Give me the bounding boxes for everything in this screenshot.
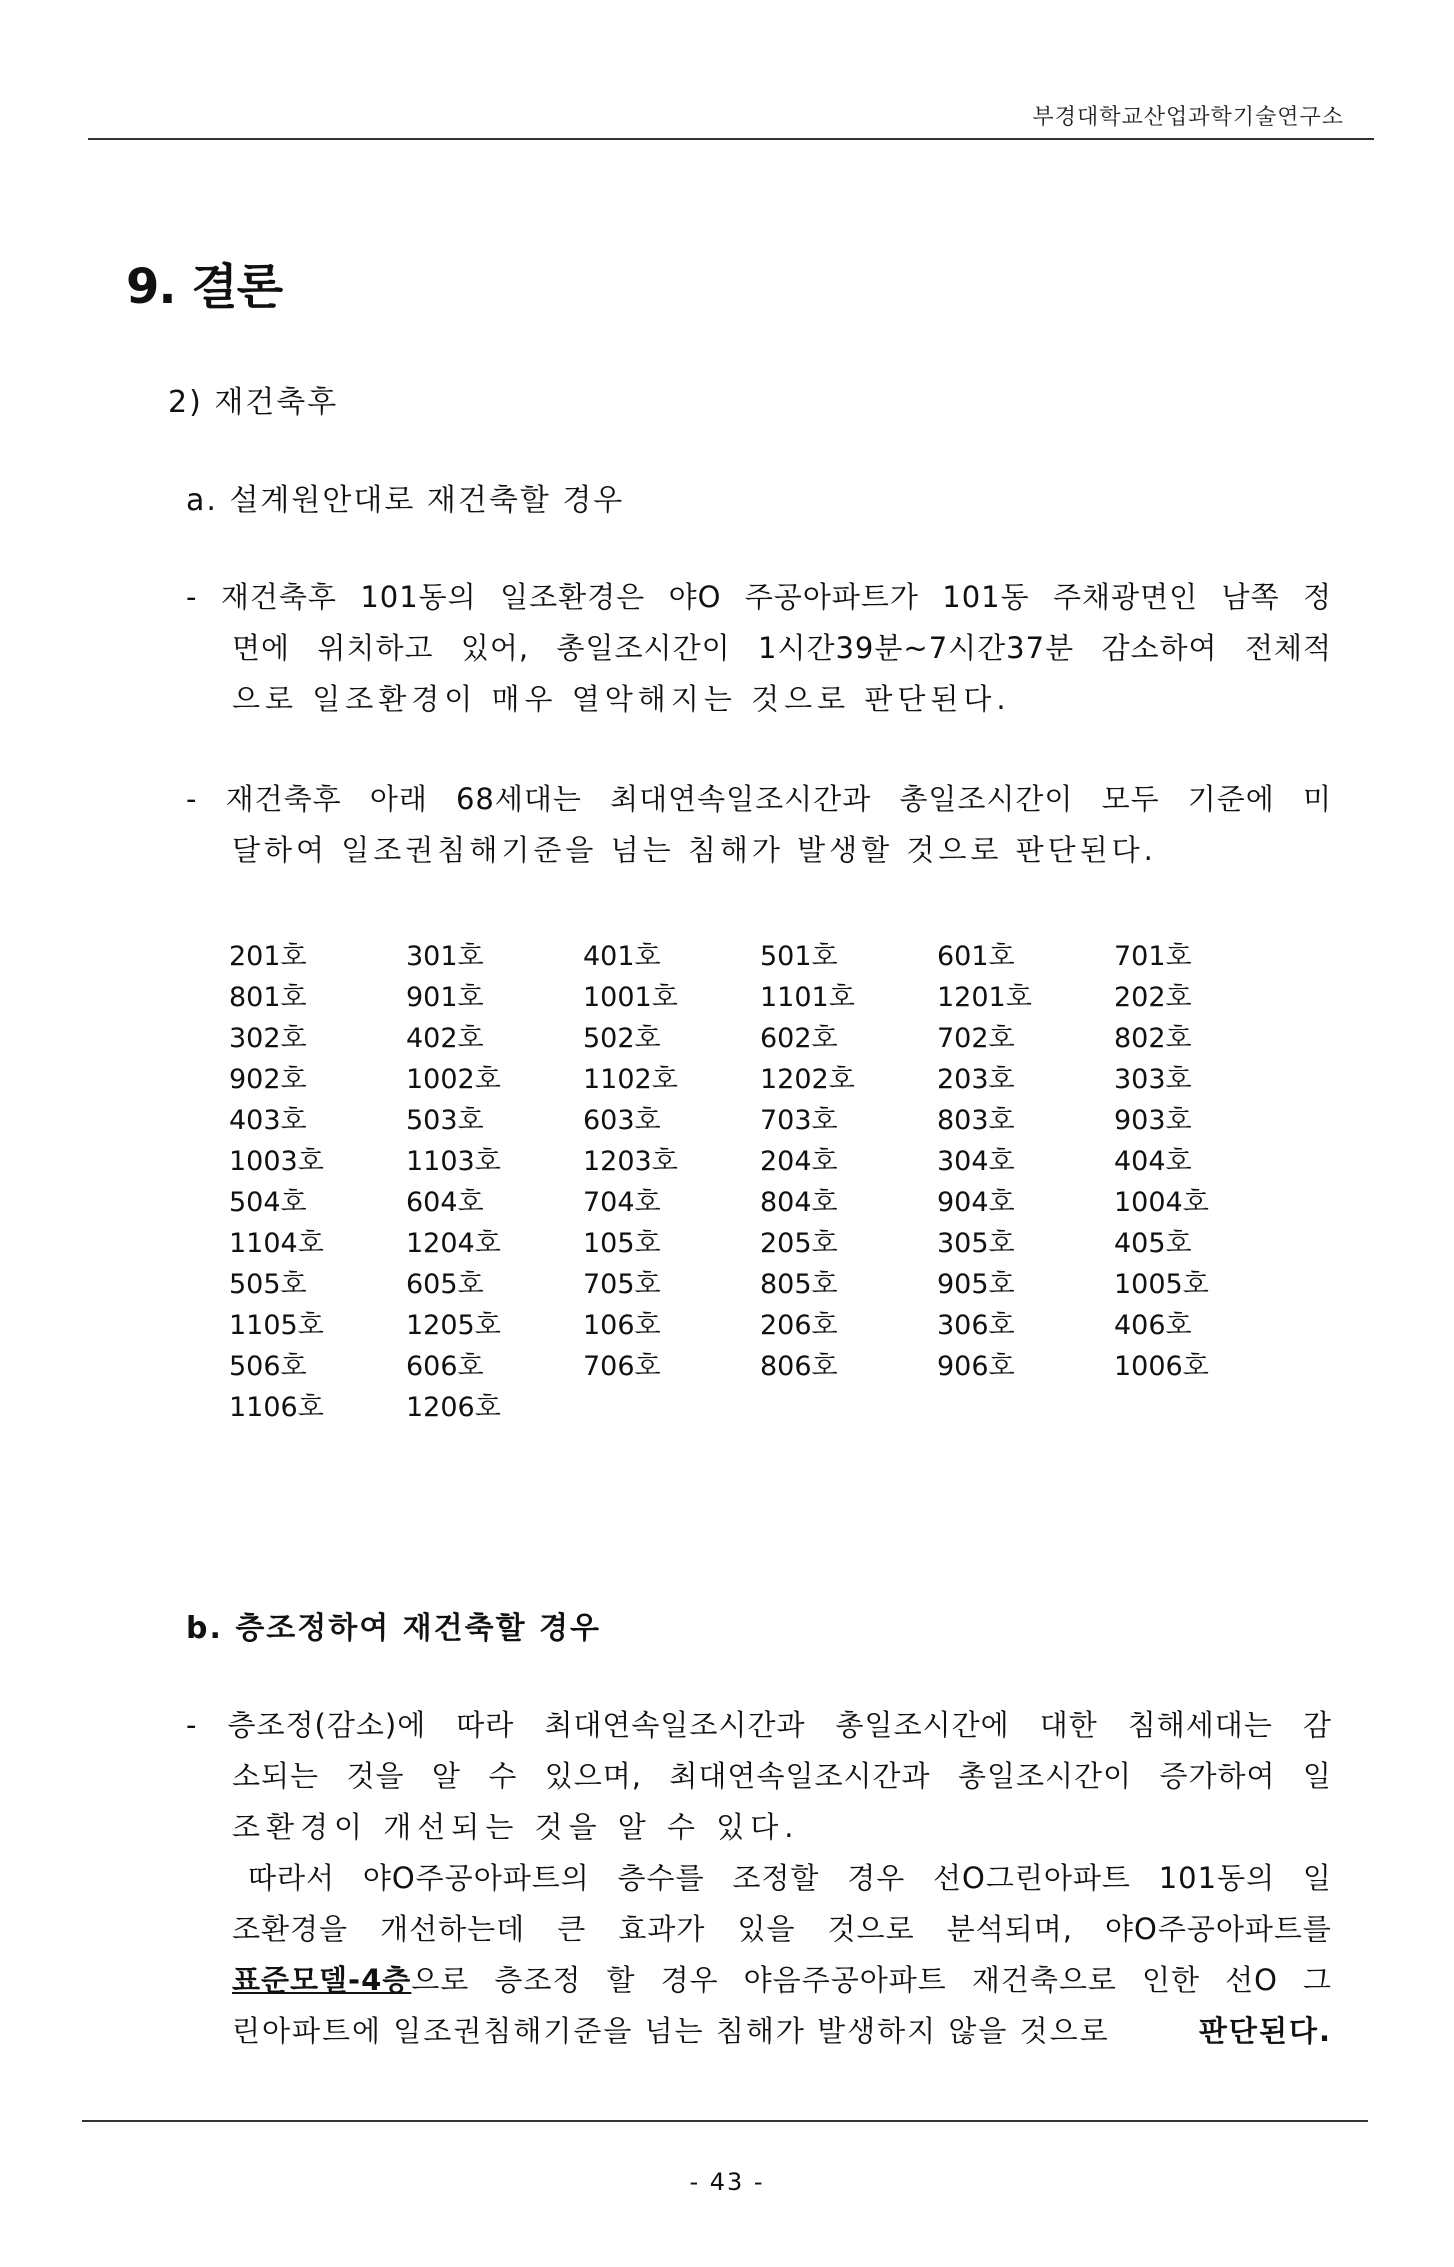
word: 모두: [1101, 782, 1160, 816]
unit-number: 604호: [406, 1187, 484, 1218]
footer-divider: [82, 2120, 1368, 2122]
paragraph-line: [186, 674, 1332, 725]
word: 재건축으로: [971, 1963, 1117, 1997]
unit-number: 404호: [1114, 1146, 1192, 1177]
paragraph-line: [186, 572, 1332, 623]
word: 재건축후: [225, 782, 342, 816]
unit-number: 702호: [937, 1023, 1015, 1054]
word: 조정할: [732, 1861, 820, 1895]
word: 있으며,: [544, 1759, 642, 1793]
unit-number: 1006호: [1114, 1351, 1209, 1382]
word: 알: [431, 1759, 461, 1793]
subsection-heading: 2) 재건축후: [168, 385, 339, 420]
word: 남쪽: [1221, 580, 1280, 614]
word: 따라: [456, 1708, 515, 1742]
unit-number: 204호: [760, 1146, 838, 1177]
word: 대한: [1039, 1708, 1098, 1742]
affected-units-list: [229, 936, 1291, 1428]
word: 미: [1302, 782, 1332, 816]
word: 야음주공아파트: [743, 1963, 947, 1997]
bullet-dash: -: [186, 782, 198, 816]
unit-number: 506호: [229, 1351, 307, 1382]
word: 일: [1302, 1861, 1332, 1895]
word: 최대연속일조시간과: [669, 1759, 931, 1793]
word: 총일조시간이: [957, 1759, 1133, 1793]
standard-model-emphasis: [232, 1955, 469, 2006]
word: 일: [1302, 1759, 1332, 1793]
unit-number: 403호: [229, 1105, 307, 1136]
unit-number: 1002호: [406, 1064, 501, 1095]
word: 소되는: [232, 1759, 320, 1793]
unit-number: 1101호: [760, 982, 855, 1013]
unit-number: 1205호: [406, 1310, 501, 1341]
word: 판단된다.: [1198, 2014, 1332, 2048]
word: 수: [488, 1759, 518, 1793]
word: 분석되며,: [946, 1912, 1073, 1946]
unit-number: 703호: [760, 1105, 838, 1136]
paragraph-line: [186, 1700, 1332, 1751]
bullet-dash: -: [186, 1708, 198, 1742]
unit-number: 603호: [583, 1105, 661, 1136]
unit-number: 306호: [937, 1310, 1015, 1341]
word: 1시간39분~7시간37분: [758, 631, 1075, 665]
unit-number: 901호: [406, 982, 484, 1013]
unit-number: 503호: [406, 1105, 484, 1136]
unit-number: 1105호: [229, 1310, 324, 1341]
unit-number: 302호: [229, 1023, 307, 1054]
word: 주공아파트가: [744, 580, 919, 614]
unit-number: 801호: [229, 982, 307, 1013]
unit-number: 605호: [406, 1269, 484, 1300]
unit-number: 205호: [760, 1228, 838, 1259]
word: 일조환경은: [500, 580, 646, 614]
paragraph-line: [186, 623, 1332, 674]
unit-number: 804호: [760, 1187, 838, 1218]
unit-number: 1104호: [229, 1228, 324, 1259]
unit-number: 705호: [583, 1269, 661, 1300]
word: 조환경을: [232, 1912, 349, 1946]
word: 정: [1302, 580, 1332, 614]
word: 전체적: [1244, 631, 1332, 665]
paragraph-text: 린아파트에 일조권침해기준을 넘는 침해가 발생하지 않을 것으로: [232, 2014, 1110, 2048]
word: 아래: [369, 782, 428, 816]
unit-number: 504호: [229, 1187, 307, 1218]
paragraph-line: [186, 2006, 1332, 2057]
word: 선O: [1225, 1963, 1278, 1997]
unit-number: 201호: [229, 941, 307, 972]
unit-number: 303호: [1114, 1064, 1192, 1095]
unit-number: 304호: [937, 1146, 1015, 1177]
bullet-dash: -: [186, 580, 198, 614]
unit-number: 1003호: [229, 1146, 324, 1177]
unit-number: 706호: [583, 1351, 661, 1382]
word: 큰: [557, 1912, 587, 1946]
unit-number: 803호: [937, 1105, 1015, 1136]
word: 것을: [346, 1759, 405, 1793]
word: 최대연속일조시간과: [610, 782, 872, 816]
unit-number: 602호: [760, 1023, 838, 1054]
unit-number: 502호: [583, 1023, 661, 1054]
unit-number: 606호: [406, 1351, 484, 1382]
unit-number: 1106호: [229, 1392, 324, 1423]
unit-number: 1206호: [406, 1392, 501, 1423]
section-title: 9. 결론: [126, 259, 283, 315]
word: 주채광면인: [1053, 580, 1199, 614]
paragraph-text: 조환경이 개선되는 것을 알 수 있다.: [232, 1810, 800, 1844]
word: 감소하여: [1101, 631, 1218, 665]
word: 총일조시간에: [835, 1708, 1010, 1742]
unit-number: 301호: [406, 941, 484, 972]
paragraph-line: [186, 1751, 1332, 1802]
word: 야O: [668, 580, 722, 614]
unit-number: 601호: [937, 941, 1015, 972]
unit-number: 1103호: [406, 1146, 501, 1177]
word: 그: [1302, 1963, 1332, 1997]
unit-number: 1001호: [583, 982, 678, 1013]
paragraph-line: [186, 1802, 1332, 1853]
paragraph-line: [186, 774, 1332, 825]
unit-number: 406호: [1114, 1310, 1192, 1341]
paragraph-text: 달하여 일조권침해기준을 넘는 침해가 발생할 것으로 판단된다.: [232, 833, 1157, 867]
word: 있어,: [460, 631, 530, 665]
word: 야O주공아파트의: [362, 1861, 590, 1895]
word: 최대연속일조시간과: [544, 1708, 806, 1742]
unit-number: 903호: [1114, 1105, 1192, 1136]
word: 경우: [847, 1861, 906, 1895]
unit-number: 203호: [937, 1064, 1015, 1095]
paragraph-line: [186, 1904, 1332, 1955]
case-a-paragraph-2: [186, 774, 1332, 876]
unit-number: 1204호: [406, 1228, 501, 1259]
paragraph-line: [186, 1955, 1332, 2006]
unit-number: 704호: [583, 1187, 661, 1218]
unit-number: 405호: [1114, 1228, 1192, 1259]
word: 으로: [411, 1963, 470, 1997]
unit-number: 401호: [583, 941, 661, 972]
word: 경우: [660, 1963, 719, 1997]
unit-number: 805호: [760, 1269, 838, 1300]
header-divider: [88, 138, 1374, 140]
word: 층조정(감소)에: [227, 1708, 427, 1742]
word: 따라서: [248, 1861, 336, 1895]
unit-number: 904호: [937, 1187, 1015, 1218]
word: 재건축후: [220, 580, 337, 614]
word: 101동: [942, 580, 1030, 614]
unit-number: 202호: [1114, 982, 1192, 1013]
case-b-heading: b. 층조정하여 재건축할 경우: [186, 1611, 601, 1646]
unit-number: 701호: [1114, 941, 1192, 972]
unit-number: 906호: [937, 1351, 1015, 1382]
paragraph-line: [186, 1853, 1332, 1904]
word: 면에: [232, 631, 291, 665]
word: 층수를: [617, 1861, 705, 1895]
word: 있을: [737, 1912, 796, 1946]
word: 인한: [1141, 1963, 1201, 1997]
word: 위치하고: [317, 631, 434, 665]
unit-number: 1201호: [937, 982, 1032, 1013]
case-a-paragraph-1: [186, 572, 1332, 725]
case-b-paragraph: [186, 1700, 1332, 2057]
paragraph-text: 으로 일조환경이 매우 열악해지는 것으로 판단된다.: [232, 682, 1011, 716]
word: 선O그린아파트: [933, 1861, 1131, 1895]
word: 할: [606, 1963, 636, 1997]
unit-number: 1102호: [583, 1064, 678, 1095]
word: 효과가: [618, 1912, 706, 1946]
word: 침해세대는: [1127, 1708, 1273, 1742]
unit-number: 305호: [937, 1228, 1015, 1259]
unit-number: 1203호: [583, 1146, 678, 1177]
unit-number: 902호: [229, 1064, 307, 1095]
bold-term: 표준모델-4층: [232, 1963, 412, 1997]
word: 총일조시간이: [899, 782, 1074, 816]
header-institution: 부경대학교산업과학기술연구소: [1032, 105, 1344, 130]
unit-number: 105호: [583, 1228, 661, 1259]
unit-number: 802호: [1114, 1023, 1192, 1054]
word: 감: [1302, 1708, 1332, 1742]
unit-number: 505호: [229, 1269, 307, 1300]
word: 것으로: [827, 1912, 915, 1946]
unit-number: 501호: [760, 941, 838, 972]
word: 68세대는: [455, 782, 582, 816]
unit-number: 206호: [760, 1310, 838, 1341]
unit-number: 806호: [760, 1351, 838, 1382]
word: 총일조시간이: [556, 631, 731, 665]
unit-number: 1005호: [1114, 1269, 1209, 1300]
word: 101동의: [1158, 1861, 1276, 1895]
unit-number: 106호: [583, 1310, 661, 1341]
page-number: - 43 -: [689, 2168, 765, 2196]
unit-number: 1202호: [760, 1064, 855, 1095]
word: 야O주공아파트를: [1105, 1912, 1332, 1946]
paragraph-line: [186, 825, 1332, 876]
unit-number: 402호: [406, 1023, 484, 1054]
word: 증가하여: [1159, 1759, 1276, 1793]
word: 101동의: [360, 580, 477, 614]
unit-number: 1004호: [1114, 1187, 1209, 1218]
word: 기준에: [1187, 782, 1275, 816]
word: 층조정: [494, 1963, 582, 1997]
case-a-heading: a. 설계원안대로 재건축할 경우: [186, 483, 625, 518]
word: 개선하는데: [380, 1912, 526, 1946]
unit-number: 905호: [937, 1269, 1015, 1300]
